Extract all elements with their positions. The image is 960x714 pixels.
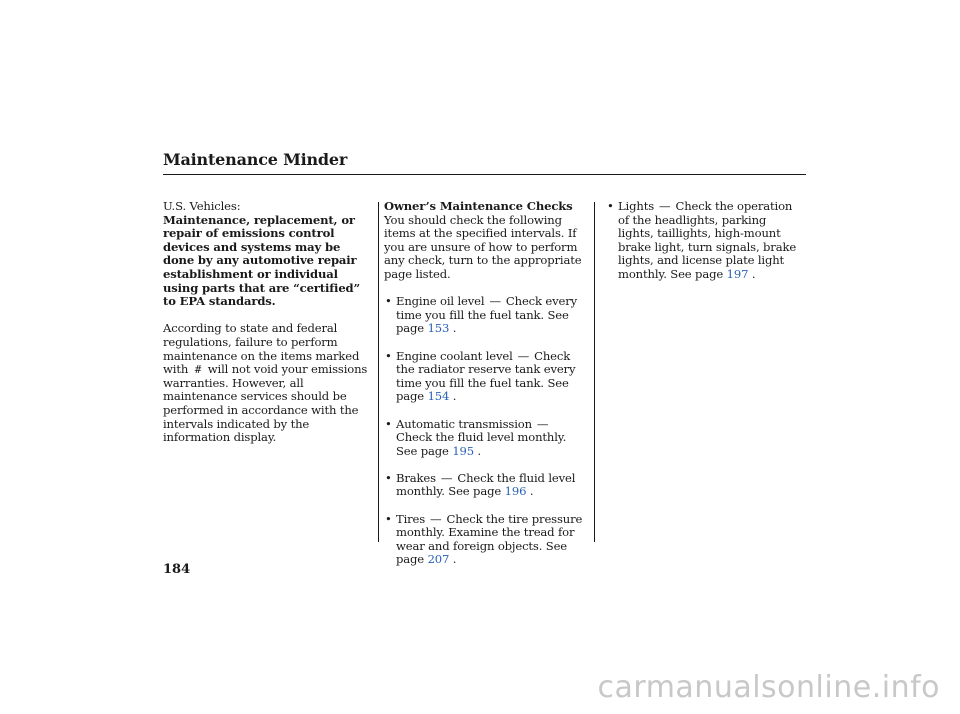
page-link-207[interactable]: 207 [427, 552, 450, 567]
hash-symbol: # [194, 363, 202, 377]
page-number: 184 [163, 562, 191, 577]
list-item-brakes: • Brakes — Check the fluid level monthly. See page 196 . [384, 472, 589, 499]
section-heading: Owner’s Maintenance Checks [384, 199, 573, 213]
right-column [606, 200, 804, 295]
header-rule [163, 174, 806, 175]
page-link-195[interactable]: 195 [452, 443, 475, 458]
middle-intro: You should check the following items at the specified intervals. If you are unsure of how to perform any check, turn to the appropriate page listed. [384, 212, 582, 281]
middle-column [384, 200, 589, 581]
left-column [163, 200, 368, 445]
us-vehicles-label: U.S. Vehicles: [163, 199, 241, 213]
regulations-paragraph: According to state and federal regulations, failure to perform maintenance on the items marked with # will not void your emissions warranties. However, all maintenance services should be performed in accordance with the intervals indicated by the information display. [163, 321, 368, 445]
list-item-engine-oil: • Engine oil level — Check every time you fill the fuel tank. See page 153 . [384, 295, 589, 336]
column-divider-2 [594, 202, 595, 542]
list-item-engine-coolant: • Engine coolant level — Check the radiator reserve tank every time you fill the fuel tank. See page 154 . [384, 350, 589, 404]
column-divider-1 [378, 202, 379, 542]
list-item-automatic-transmission: • Automatic transmission —Check the fluid level monthly. See page 195 . [384, 418, 589, 459]
list-item-lights: • Lights — Check the operation of the headlights, parking lights, taillights, high-mount brake light, turn signals, brake lights, and license plate light monthly. See page 197 . [606, 200, 804, 282]
list-item-tires: • Tires — Check the tire pressure monthly. Examine the tread for wear and foreign objects. See page 207 . [384, 513, 589, 567]
page-link-154[interactable]: 154 [427, 389, 450, 404]
page-title: Maintenance Minder [163, 150, 348, 169]
page-link-196[interactable]: 196 [504, 484, 527, 499]
page-link-197[interactable]: 197 [726, 266, 749, 281]
page-link-153[interactable]: 153 [427, 321, 450, 336]
watermark-text: carmanualsonline.info [597, 670, 940, 705]
emissions-statement: Maintenance, replacement, or repair of emissions control devices and systems may be done by any automotive repair establishment or individual using parts that are “certified” to EPA standards. [163, 212, 361, 309]
